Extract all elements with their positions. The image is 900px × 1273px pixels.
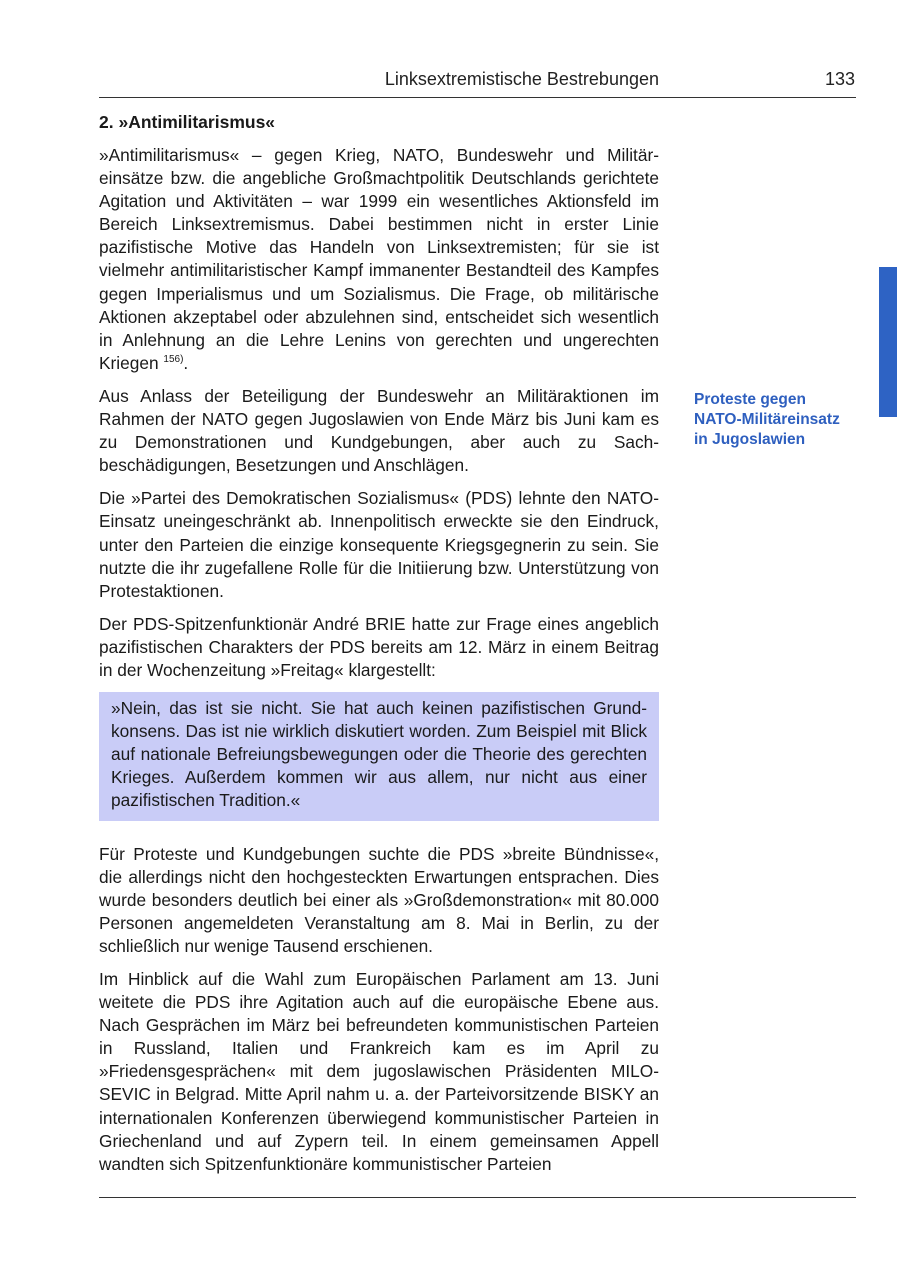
running-header-title: Linksextremistische Bestrebungen <box>384 69 659 89</box>
paragraph: Die »Partei des Demokratischen Sozialismus« (PDS) lehnte den NATO-Einsatz uneingeschränkt ab. Innenpolitisch erweckte sie den Eindruck, unter den Parteien die einzige konsequente Kriegsgegnerin zu sein. Sie nutzte die ihr zugefallene Rolle für die Initiierung bzw. Unterstützung von Protestaktionen. <box>99 488 659 601</box>
quote-text: »Nein, das ist sie nicht. Sie hat auch keinen pazifistischen Grundkonsens. Das ist nie wirklich diskutiert worden. Zum Beispiel mit Blick auf nationale Befreiungsbewegungen oder die Theorie des gerechten Krieges. Außerdem kommen wir aus allem, nur nicht aus einer pazifistischen Tradition.« <box>111 698 647 811</box>
page-number: 133 <box>824 69 855 89</box>
block-quote <box>99 692 659 820</box>
header-rule <box>99 97 856 98</box>
paragraph: Für Proteste und Kundgebungen suchte die PDS »breite Bündnisse«, die allerdings nicht den hochgesteckten Erwartungen entsprachen. Dies wurde besonders deutlich bei einer als »Großdemonstration« mit 80.000 Personen angemeldeten Veranstaltung am 8. Mai in Berlin, zu der schließlich nur wenige Tausend erschienen. <box>99 843 659 956</box>
margin-note-line: NATO-Militäreinsatz <box>694 411 840 428</box>
paragraph <box>99 144 659 375</box>
margin-note-line: Proteste gegen <box>694 391 806 408</box>
chapter-tab-marker <box>879 267 897 417</box>
margin-note-line: in Jugoslawien <box>694 431 806 448</box>
footer-rule <box>99 1197 856 1198</box>
paragraph: Der PDS-Spitzenfunktionär André BRIE hatte zur Frage eines angeblich pazifistischen Charakters der PDS bereits am 12. März in einem Beitrag in der Wochenzeitung »Freitag« klargestellt: <box>99 613 659 680</box>
margin-note <box>694 390 864 450</box>
paragraph: Aus Anlass der Beteiligung der Bundeswehr an Militäraktionen im Rahmen der NATO gegen Jugoslawien von Ende März bis Juni kam es zu Demonstrationen und Kundgebungen, aber auch zu Sachbeschädigungen, Besetzungen und Anschlägen. <box>99 385 659 476</box>
paragraph-end: . <box>183 352 189 373</box>
footnote-reference[interactable]: 156) <box>163 354 184 366</box>
paragraph: Im Hinblick auf die Wahl zum Europäischen Parlament am 13. Juni weitete die PDS ihre Agitation auch auf die europäische Ebene aus. Nach Gesprächen im März bei befreundeten kommunistischen Parteien in Russland, Italien und Frankreich kam es im April zu »Friedensgesprächen« mit dem jugoslawischen Präsidenten MILOSEVIC in Belgrad. Mitte April nahm u. a. der Parteivorsitzende BISKY an internationalen Konferenzen überwiegend kommunistischer Parteien in Griechenland und auf Zypern teil. In einem gemeinsamen Appell wandten sich Spitzenfunktionäre kommunistischer Parteien <box>99 969 659 1174</box>
section-heading: 2. »Antimilitarismus« <box>99 112 276 132</box>
main-text-column <box>99 110 659 1186</box>
paragraph-text: »Antimilitarismus« – gegen Krieg, NATO, Bundeswehr und Militäreinsätze bzw. die angebliche Großmachtpolitik Deutschlands gerichtete Agitation und Aktivitäten – war 1999 ein wesentliches Aktionsfeld im Bereich Linksextremismus. Dabei bestimmen nicht in erster Linie pazifistische Motive das Handeln von Linksextremisten; für sie ist vielmehr antimilitaristischer Kampf immanenter Bestandteil des Kampfes gegen Imperialismus und um Sozialismus. Die Frage, ob militärische Aktionen akzeptabel oder abzulehnen sind, entscheidet sich wesentlich in Anlehnung an die Lehre Lenins von gerechten und ungerechten Kriegen <box>99 145 659 373</box>
